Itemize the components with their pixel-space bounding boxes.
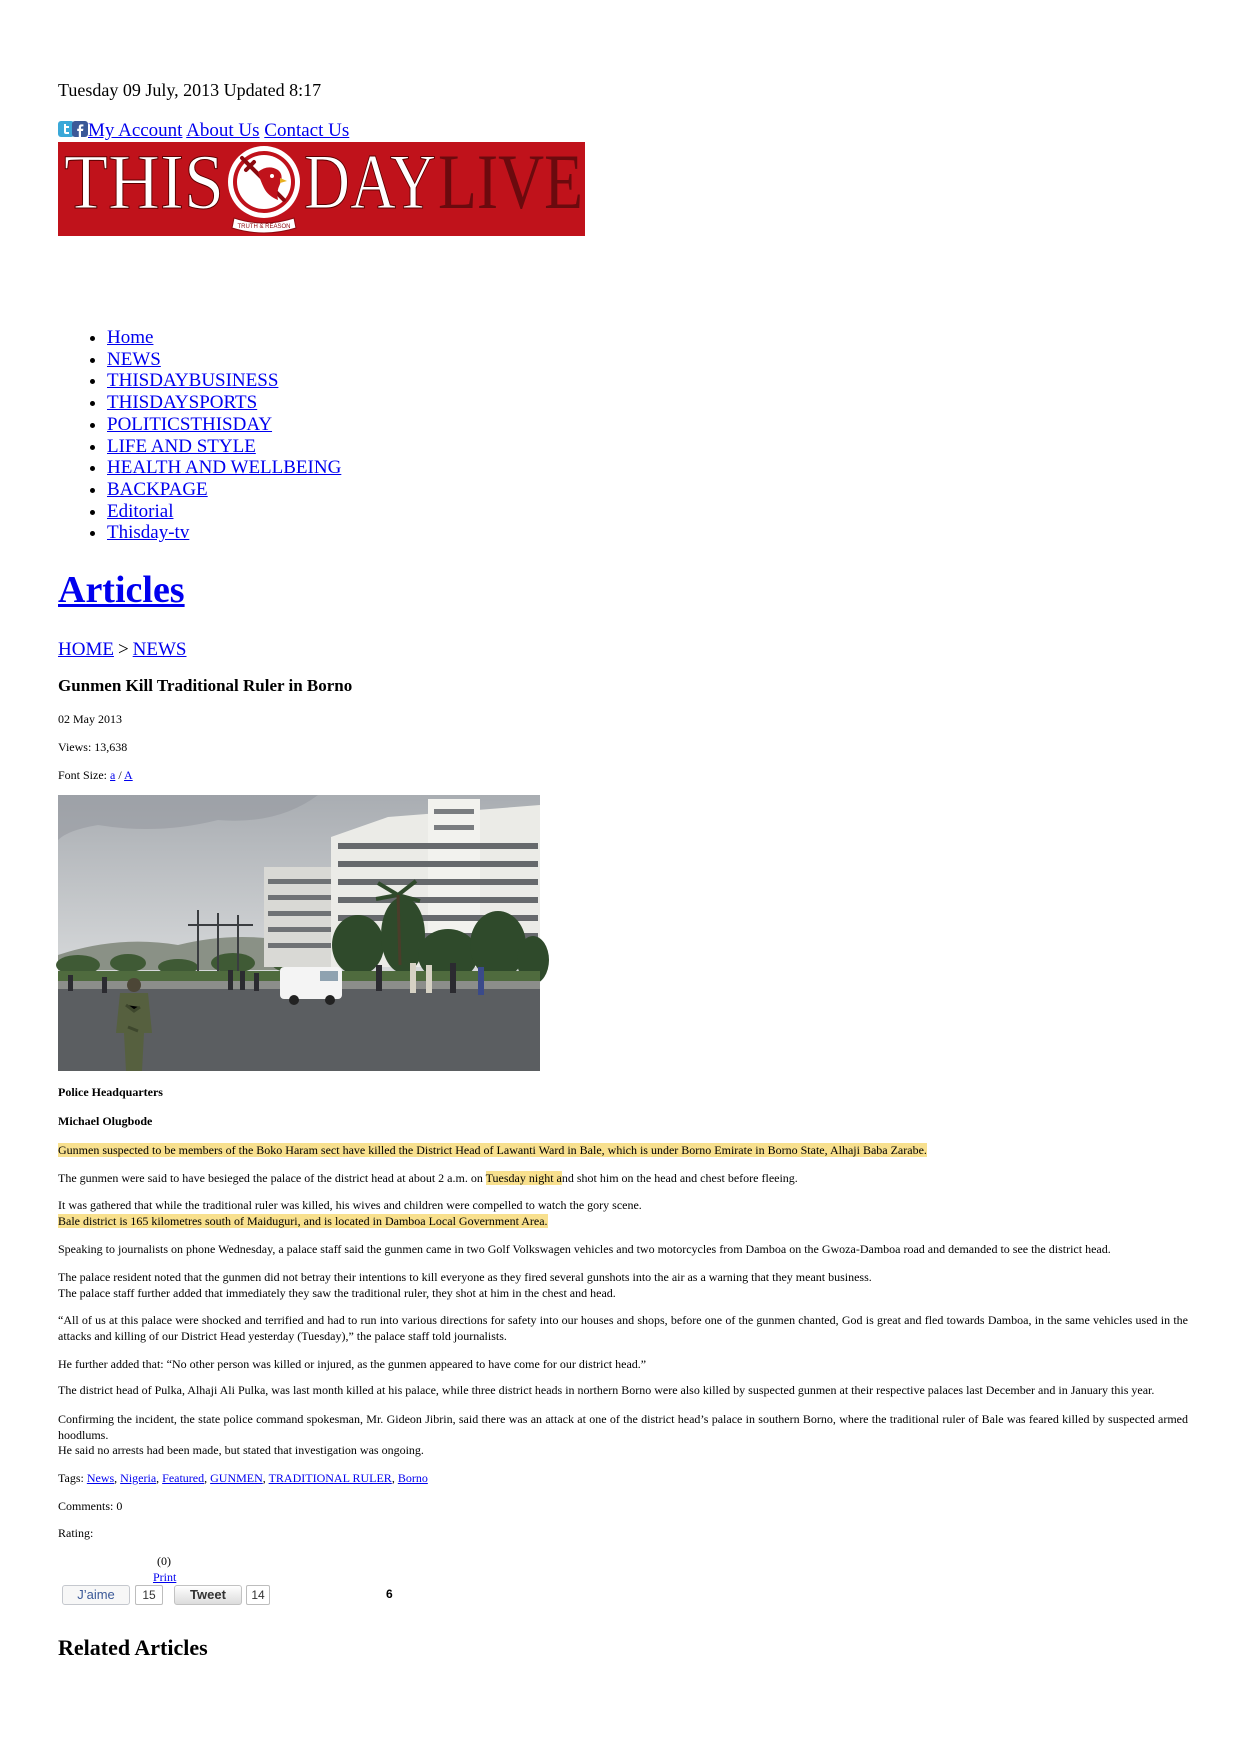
tag-link[interactable]: GUNMEN <box>210 1471 263 1485</box>
nav-link-health[interactable]: HEALTH AND WELLBEING <box>107 457 342 479</box>
font-size-label: Font Size: <box>58 768 108 782</box>
related-articles-heading: Related Articles <box>58 1635 208 1660</box>
highlighted-text: Gunmen suspected to be members of the Boko Haram sect have killed the District Head of Lawanti Ward in Bale, which is under Borno Emirate in Borno State, Alhaji Baba Zarabe. <box>58 1143 927 1157</box>
paragraph-text: The district head of Pulka, Alhaji Ali Pulka, was last month killed at his palace, while three district heads in northern Borno were also killed by suspected gunmen at their respective palaces last December and in January this year. <box>58 1383 1155 1397</box>
article-paragraph <box>58 1313 1188 1344</box>
paragraph-text: hoodlums. <box>58 1427 109 1442</box>
photo-caption: Police Headquarters <box>58 1085 163 1099</box>
font-size-control <box>58 767 133 783</box>
nav-link-business[interactable]: THISDAYBUSINESS <box>107 370 279 392</box>
tags-label: Tags: <box>58 1471 84 1485</box>
contact-us-link[interactable]: Contact Us <box>264 120 350 141</box>
paragraph-text: It was gathered that while the traditional ruler was killed, his wives and children were compelled to watch the gory scene. <box>58 1198 642 1212</box>
tag-separator: , <box>156 1471 160 1485</box>
about-us-link[interactable]: About Us <box>186 120 260 141</box>
rating-label: Rating: <box>58 1526 94 1540</box>
logo-graphic <box>58 138 585 236</box>
comments-count <box>58 1498 122 1514</box>
logo-word-this: THIS <box>64 138 224 225</box>
article-views <box>58 739 127 755</box>
section-title[interactable]: Articles <box>58 569 185 611</box>
main-nav <box>58 327 341 544</box>
breadcrumb-separator: > <box>117 639 129 660</box>
paragraph-text: Speaking to journalists on phone Wednesday, a palace staff said the gunmen came in two Golf Volkswagen vehicles and two motorcycles from Damboa on the Gwoza-Damboa road and demanded to see the district head. <box>58 1242 1111 1256</box>
nav-link-news[interactable]: NEWS <box>107 348 161 370</box>
article-title: Gunmen Kill Traditional Ruler in Borno <box>58 676 353 695</box>
nav-item-backpage <box>107 479 341 501</box>
paragraph-text: “All of us at this palace were shocked and terrified and had to run into various directions for safety into our houses and shops, before one of the gunmen chanted, God is great and fled towards Damboa, in the same vehicles used in the <box>58 1313 1188 1327</box>
article-paragraph <box>58 1171 1188 1187</box>
breadcrumb <box>58 638 187 662</box>
tweet-count: 14 <box>251 1588 265 1602</box>
font-size-separator: / <box>118 768 122 782</box>
highlighted-text: Tuesday night a <box>485 1171 562 1185</box>
date-updated-line: Tuesday 09 July, 2013 Updated 8:17 <box>58 80 322 100</box>
article-photo <box>58 795 540 1071</box>
social-icons <box>58 120 88 138</box>
nav-link-backpage[interactable]: BACKPAGE <box>107 478 208 500</box>
nav-item-business <box>107 370 341 392</box>
nav-link-editorial[interactable]: Editorial <box>107 500 174 522</box>
nav-item-thisday-tv <box>107 522 341 544</box>
paragraph-text: nd shot him on the head and chest before fleeing. <box>561 1171 798 1185</box>
thisday-live-logo[interactable] <box>58 138 585 236</box>
nav-item-home <box>107 327 341 349</box>
nav-item-life-style <box>107 436 341 458</box>
share-count: 6 <box>386 1587 393 1601</box>
breadcrumb-home[interactable]: HOME <box>58 639 114 660</box>
logo-motto: TRUTH & REASON <box>237 224 291 230</box>
my-account-link[interactable]: My Account <box>88 120 183 141</box>
article-paragraph <box>58 1198 1188 1229</box>
print-link[interactable]: Print <box>153 1570 177 1584</box>
article-date: 02 May 2013 <box>58 712 122 726</box>
nav-item-health <box>107 457 341 479</box>
tweet-count-bubble <box>246 1585 270 1605</box>
tag-link[interactable]: TRADITIONAL RULER <box>268 1471 392 1485</box>
rating-count: (0) <box>157 1554 171 1568</box>
nav-link-politics[interactable]: POLITICSTHISDAY <box>107 413 273 435</box>
nav-item-sports <box>107 392 341 414</box>
nav-item-news <box>107 349 341 371</box>
twitter-icon[interactable] <box>58 121 74 137</box>
article-paragraph <box>58 1412 1188 1459</box>
logo-word-live: LIVE <box>438 138 583 225</box>
comments-value: 0 <box>116 1499 123 1513</box>
like-count: 15 <box>142 1588 156 1602</box>
nav-item-politics <box>107 414 341 436</box>
tag-link[interactable]: Nigeria <box>120 1471 157 1485</box>
article-paragraph <box>58 1357 1188 1373</box>
paragraph-text: He said no arrests had been made, but stated that investigation was ongoing. <box>58 1443 424 1458</box>
tag-link[interactable]: Featured <box>162 1471 205 1485</box>
logo-word-day: DAY <box>304 138 436 225</box>
facebook-like-button[interactable] <box>62 1585 130 1605</box>
paragraph-text: The palace staff further added that immediately they saw the traditional ruler, they shot at him in the chest and head. <box>58 1285 616 1300</box>
font-size-large-link[interactable]: A <box>124 768 133 782</box>
photo-building-wing <box>264 867 338 967</box>
views-label: Views: <box>58 740 92 754</box>
tag-separator: , <box>391 1471 395 1485</box>
paragraph-text: attacks and killing of our District Head yesterday (Tuesday),” the palace staff told journalists. <box>58 1328 507 1343</box>
paragraph-text: He further added that: “No other person was killed or injured, as the gunmen appeared to have come for our district head.” <box>58 1357 647 1371</box>
breadcrumb-news[interactable]: NEWS <box>132 639 187 660</box>
article-paragraph <box>58 1270 1188 1301</box>
tag-separator: , <box>114 1471 118 1485</box>
like-count-bubble <box>135 1585 163 1605</box>
article-paragraph <box>58 1242 1188 1258</box>
nav-item-editorial <box>107 501 341 523</box>
comments-label: Comments: <box>58 1499 114 1513</box>
nav-link-home[interactable]: Home <box>107 327 154 348</box>
highlighted-text: Bale district is 165 kilometres south of Maiduguri, and is located in Damboa Local Government Area. <box>58 1213 548 1228</box>
paragraph-text: The gunmen were said to have besieged the palace of the district head at about 2 a.m. on <box>58 1171 486 1185</box>
nav-link-sports[interactable]: THISDAYSPORTS <box>107 392 258 414</box>
facebook-icon[interactable] <box>72 121 88 137</box>
tags-row <box>58 1470 428 1486</box>
nav-link-thisday-tv[interactable]: Thisday-tv <box>107 522 190 544</box>
tag-separator: , <box>204 1471 208 1485</box>
views-count: 13,638 <box>94 740 128 754</box>
article-paragraph <box>58 1143 1188 1159</box>
like-label: J’aime <box>77 1587 115 1602</box>
paragraph-text: Confirming the incident, the state police command spokesman, Mr. Gideon Jibrin, said there was an attack at one of the district head’s palace in southern Borno, where the traditional ruler of Bale was feared killed by suspected armed <box>58 1412 1188 1426</box>
paragraph-text: The palace resident noted that the gunmen did not betray their intentions to kill everyone as they fired several gunshots into the air as a warning that they meant business. <box>58 1270 872 1284</box>
article-author: Michael Olugbode <box>58 1114 153 1128</box>
tag-link[interactable]: News <box>86 1471 115 1485</box>
tag-separator: , <box>262 1471 266 1485</box>
article-paragraph <box>58 1383 1188 1399</box>
font-size-small-link[interactable]: a <box>110 768 116 782</box>
tweet-button[interactable] <box>174 1585 242 1605</box>
nav-link-life-style[interactable]: LIFE AND STYLE <box>107 435 256 457</box>
tweet-label: Tweet <box>190 1587 226 1602</box>
tag-link[interactable]: Borno <box>397 1471 428 1485</box>
